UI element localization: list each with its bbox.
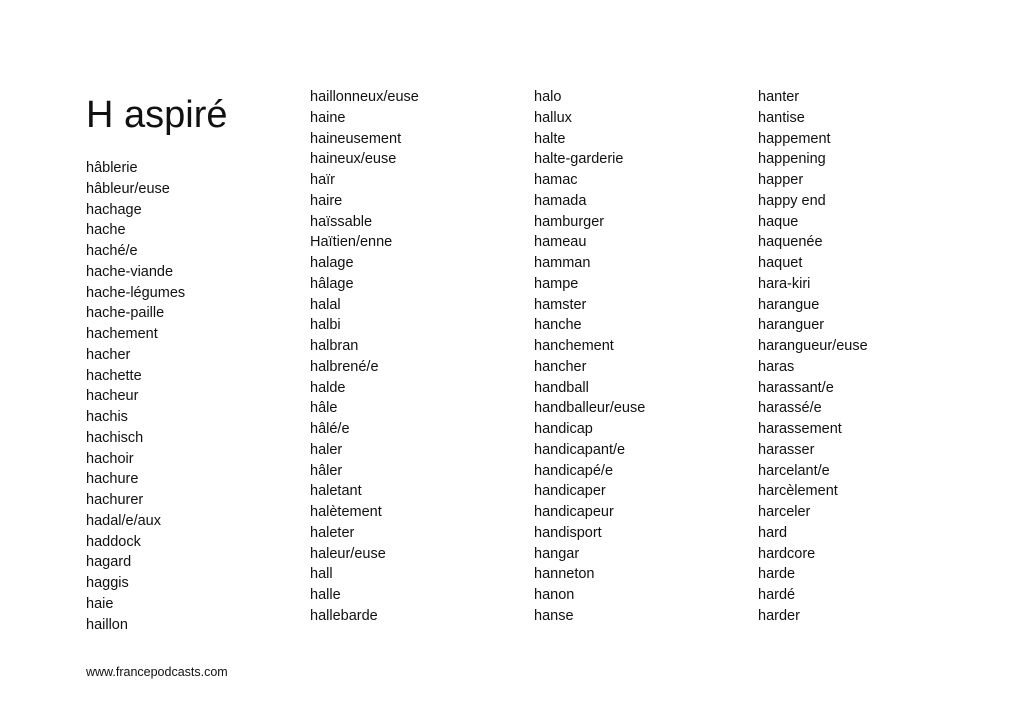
word-list-item: haillon: [86, 616, 128, 633]
word-list-item: haineux/euse: [310, 151, 397, 168]
word-list-item: hadal/e/aux: [86, 512, 161, 529]
page-title: H aspiré: [86, 94, 228, 136]
word-list-item: hanter: [758, 89, 800, 105]
word-list-item: hamac: [534, 172, 578, 188]
word-list-item: haineusement: [310, 130, 402, 147]
word-list-item: hancher: [534, 358, 587, 375]
word-list-item: hâblerie: [86, 160, 138, 176]
word-list-item: hacher: [86, 346, 131, 363]
word-list-item: halage: [310, 255, 354, 271]
word-list-item: hall: [310, 566, 333, 583]
word-list-item: halle: [310, 587, 341, 603]
word-list-item: Haïtien/enne: [310, 234, 393, 251]
word-list-item: handicapé/e: [534, 462, 614, 479]
word-list-item: hamster: [534, 296, 587, 313]
word-list-item: hanche: [534, 317, 582, 334]
word-list-item: hachisch: [86, 429, 144, 446]
word-list-item: harcèlement: [758, 483, 838, 500]
word-list-item: haras: [758, 358, 795, 375]
word-column-2: [310, 87, 419, 627]
word-list-item: hanneton: [534, 566, 595, 583]
word-list-item: halbi: [310, 317, 341, 334]
word-list-item: halte-garderie: [534, 151, 624, 168]
word-list-item: hallux: [534, 109, 572, 126]
word-list-item: haleter: [310, 524, 355, 541]
word-list-item: hardcore: [758, 545, 816, 562]
word-list-item: hampe: [534, 275, 579, 292]
word-list-item: hangar: [534, 545, 580, 562]
word-list-item: handicapeur: [534, 504, 614, 520]
word-list-item: harde: [758, 566, 796, 583]
word-list-item: haïssable: [310, 213, 373, 230]
word-list-item: handisport: [534, 524, 602, 541]
word-list-item: happement: [758, 130, 831, 147]
word-list-item: harassement: [758, 421, 842, 437]
word-list-item: haddock: [86, 533, 141, 550]
word-list-item: harassant/e: [758, 379, 834, 396]
word-column-3: [534, 87, 645, 627]
word-list-item: haie: [86, 595, 114, 612]
word-list-item: hâler: [310, 462, 343, 479]
word-list-item: haquet: [758, 255, 803, 271]
word-list-item: happening: [758, 151, 826, 168]
word-list-item: hache-paille: [86, 305, 165, 322]
footer-website: www.francepodcasts.com: [86, 665, 228, 679]
word-list-item: hachurer: [86, 492, 144, 508]
word-list-item: haranguer: [758, 317, 825, 334]
word-list-item: hamada: [534, 192, 587, 209]
word-list-item: haleur/euse: [310, 545, 386, 562]
word-list-item: happy end: [758, 192, 826, 209]
word-list-item: haler: [310, 441, 343, 458]
word-list-item: hantise: [758, 109, 805, 126]
word-list-item: halètement: [310, 504, 382, 520]
word-list-item: hâlage: [310, 275, 354, 292]
word-list-item: hanse: [534, 607, 574, 624]
word-list-item: hara-kiri: [758, 275, 811, 292]
word-list-item: haque: [758, 213, 799, 230]
word-list-item: hamman: [534, 255, 591, 271]
word-list-item: hâlé/e: [310, 421, 350, 437]
word-list-item: hâbleur/euse: [86, 180, 170, 197]
word-list-item: handballeur/euse: [534, 400, 646, 417]
word-list-item: haquenée: [758, 234, 823, 251]
word-list-item: hamburger: [534, 213, 605, 230]
word-list-item: hachette: [86, 367, 142, 384]
word-list-item: hard: [758, 524, 788, 541]
word-list-item: haire: [310, 192, 343, 209]
word-list-item: hachoir: [86, 450, 134, 467]
word-column-4: [758, 87, 868, 627]
word-list-item: halte: [534, 130, 566, 147]
word-list-item: hachement: [86, 326, 158, 342]
word-list-item: handicapant/e: [534, 441, 626, 458]
word-list-item: hanon: [534, 587, 575, 603]
word-list-item: halbran: [310, 338, 359, 354]
word-list-item: hameau: [534, 234, 587, 251]
word-list-item: hagard: [86, 554, 132, 571]
word-column-1: [86, 158, 185, 635]
word-list-item: haïr: [310, 172, 335, 188]
word-list-item: handball: [534, 379, 589, 396]
word-list-item: harangueur/euse: [758, 338, 868, 354]
word-list-item: halal: [310, 296, 341, 313]
word-list-item: hâle: [310, 400, 338, 417]
word-list-item: hache: [86, 222, 126, 239]
word-list-item: hachage: [86, 201, 142, 218]
word-list-item: hacheur: [86, 388, 139, 405]
word-list-item: hardé: [758, 587, 796, 603]
word-list-item: harcelant/e: [758, 462, 830, 479]
word-list-item: harder: [758, 607, 800, 624]
word-list-item: haillonneux/euse: [310, 89, 419, 105]
word-list-item: haché/e: [86, 243, 138, 259]
word-list-item: haletant: [310, 483, 362, 500]
word-list-item: harceler: [758, 504, 811, 520]
word-list-item: hachis: [86, 409, 128, 425]
word-list-item: haine: [310, 109, 346, 126]
word-list-item: happer: [758, 172, 804, 188]
word-list-item: hache-viande: [86, 263, 174, 280]
word-list-item: halde: [310, 379, 346, 396]
word-list-item: harangue: [758, 296, 820, 313]
word-list-item: harassé/e: [758, 400, 822, 417]
word-list-item: harasser: [758, 441, 815, 458]
word-list-item: hanchement: [534, 338, 614, 354]
word-list-item: halo: [534, 89, 562, 105]
word-list-item: hachure: [86, 471, 139, 488]
word-list-item: handicap: [534, 421, 593, 437]
word-list-item: handicaper: [534, 483, 606, 500]
word-list-item: haggis: [86, 575, 129, 591]
word-list-item: hache-légumes: [86, 284, 186, 301]
word-list-item: halbrené/e: [310, 358, 379, 375]
word-list-item: hallebarde: [310, 607, 378, 624]
